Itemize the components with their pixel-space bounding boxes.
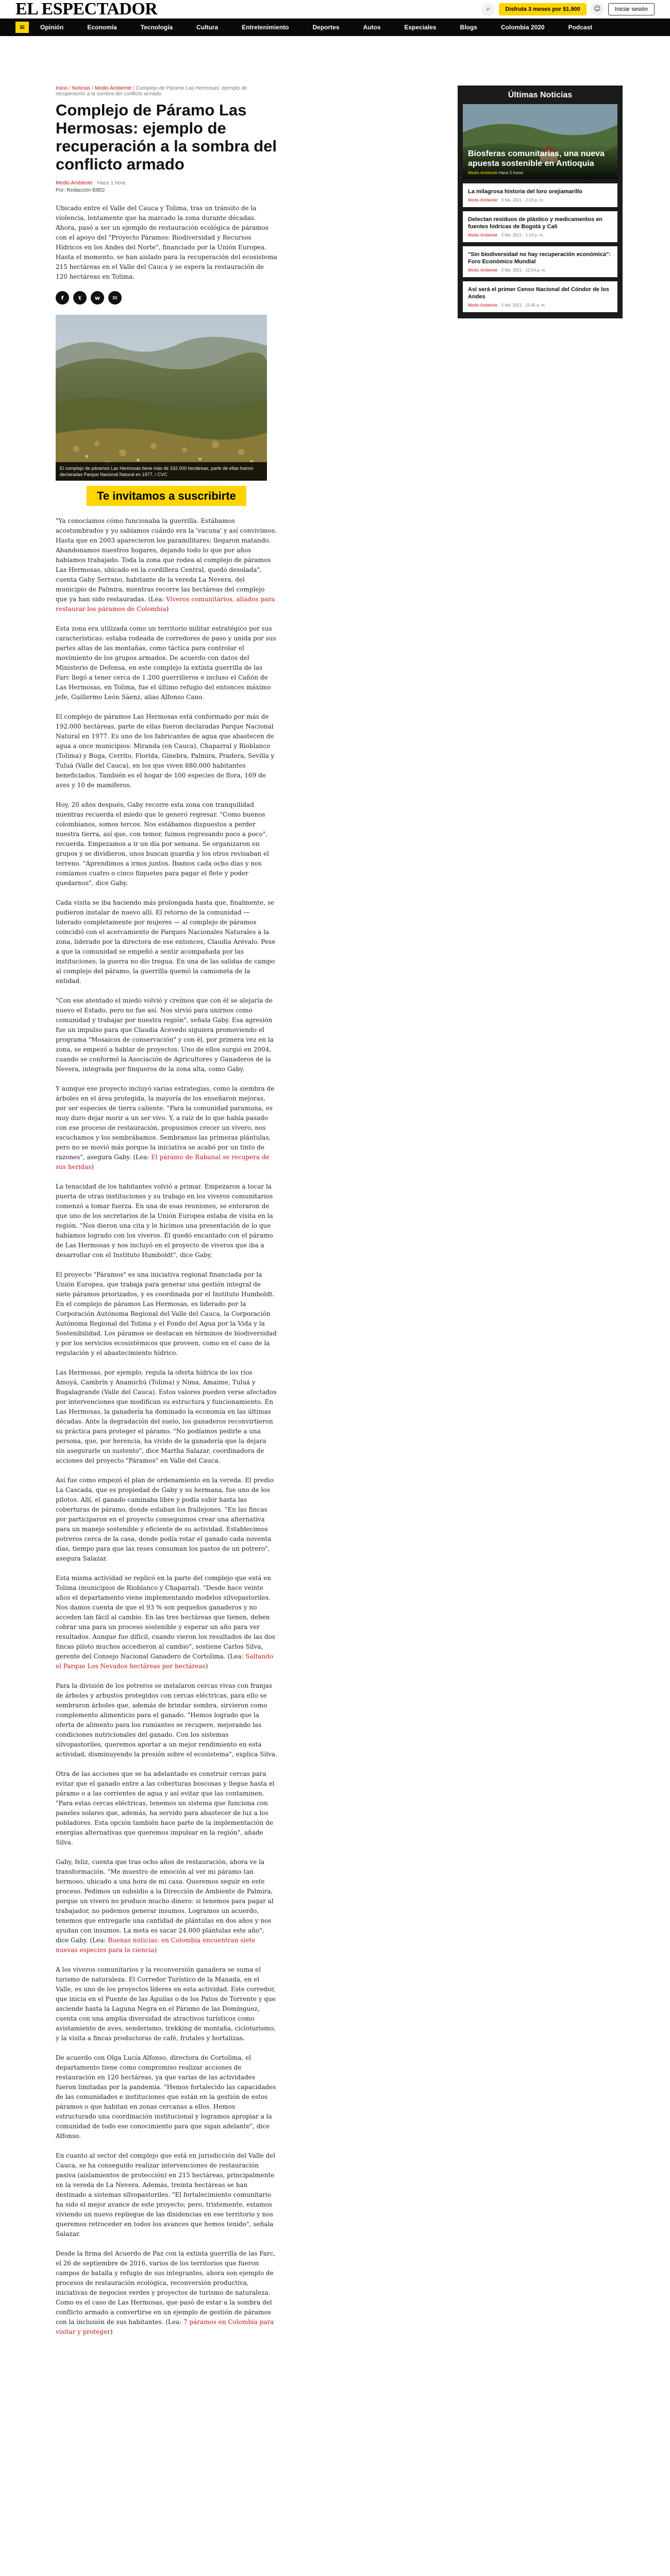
article [56,86,277,2347]
inline-link-suffix: ) [154,1946,157,1954]
paragraph-text: A los viveros comunitarios y la reconversión ganadera se suma el turismo de naturaleza. El Corredor Turístico de la Manada, en el Valle, es uno de los proyectos líderes en esta actividad. Este corredor, que inicia en el Puente de las Águilas o de los Patos de Torrente y que asciende hasta la Laguna Negra en el Páramo de las Domínguez, cuenta con una amplia diversidad de atractivos turísticos como avistamiento de aves, senderismo, trekking de montaña, cicloturismo, y la visita a fincas productoras de café, frutales y hortalizas. [56,1966,276,2042]
latest-news-item[interactable] [463,211,617,242]
article-paragraph [56,1182,277,1260]
latest-news-item-meta: Medio Ambiente · 3 feb. 2021 - 12:54 p. m. [468,268,546,273]
site-logo[interactable]: EL ESPECTADOR [15,0,158,19]
hero-news-meta [468,171,612,175]
paragraph-text: "Ya conocíamos cómo funcionaba la guerrilla. Estábamos acostumbrados y yo sabíamos cuándo era la 'vacuna' y así convivimos. Hasta que en 2003 aparecieron los paramilitares; llegaron matando. Abandonamos nuestros hogares, dejando todo lo que por años habíamos trabajado. Toda la zona que rodea al complejo de páramos Las Hermosas, ubicado en la cordillera Central, quedó desolada", cuenta Gaby Serrano, habitante de la vereda La Nevera, del municipio de Palmira, mientras recorre las hectáreas del complejo que ya han sido restauradas. [56,517,277,603]
inline-link-suffix: ) [110,2328,113,2335]
inline-link-prefix: (Lea: [90,1937,108,1944]
facebook-icon[interactable]: f [56,291,69,304]
article-paragraph [56,2151,277,2239]
paragraph-text: Las Hermosas, por ejemplo, regula la oferta hídrica de los ríos Amoyá, Cambrín y Anamichú (Tolima) y Nima, Amaime, Tuluá y Bugalagrande (Valle del Cauca). Estos valores pueden verse afectados por intervenciones que modifican su estructura y funcionamiento. En Las Hermosas, la ganadería ha dominado la economía en las últimas décadas. Ante la degradación del suelo, los ganaderos reconvirtieron su práctica para proteger el páramo. "No podíamos pedirle a una persona, que, por herencia, ha vivido de la ganadería que la dejara sin asegurarle un sustento", dice Martha Salazar, coordinadora de acciones del proyecto "Páramos" en Valle del Cauca. [56,1369,277,1464]
nav-item[interactable]: Tecnología [140,24,173,31]
article-paragraph [56,1084,277,1172]
latest-news-item-title[interactable]: La milagrosa historia del loro orejiamarillo [468,189,582,195]
promo-title: Te invitamos a suscribirte [97,489,236,502]
paragraph-text: La tenacidad de los habitantes volvió a primar. Empezaron a tocar la puerta de otras instituciones y su trabajo en los viveros comunitarios comenzó a tomar fuerza. En una de esas reuniones, se enteraron de que uno de los secretarios de la Unión Europea estaba de visita en la región. "Nos dieron una cita y le hicimos una presentación de lo que habíamos logrado con los viveros. Él quedó encantado con el páramo de Las Hermosas y nos incluyó en el proyecto de viveros que iba a desarrollar con el Instituto Humboldt", dice Gaby. [56,1183,273,1259]
latest-news-box [458,86,623,318]
paragraph-text: Gaby, feliz, cuenta que tras ocho años de restauración, ahora ve la transformación. "Me muestro de emoción al ver mi páramo tan hermoso, ubicado a una hora de mi casa. Queremos seguir en este proceso. Pedimos un subsidio a la Dirección de Ambiente de Palmira, porque un vivero no produce mucho dinero: si tenemos para pagar al trabajador, no podemos generar insumos. Logramos un acuerdo, tenemos que entregarle una cantidad de plántulas en dos años y nos ayudan con insumos. La meta es sacar 24.000 plántulas este año", dice Gaby. [56,1858,274,1944]
latest-news-item-source[interactable]: Medio Ambiente [468,233,498,238]
login-button[interactable]: Iniciar sesión [608,3,655,15]
latest-news-sidebar [458,86,623,318]
article-paragraph [56,1476,277,1564]
nav-item[interactable]: Blogs [460,24,477,31]
related-article-link[interactable]: Viveros comunitarios, aliados para restaurar los páramos de Colombia [56,596,275,613]
latest-news-item-time: 3 feb. 2021 - 12:54 p. m. [501,268,546,273]
article-title: Complejo de Páramo Las Hermosas: ejemplo de recuperación a la sombra del conflicto armado [56,101,277,173]
main-nav [0,19,670,36]
nav-item[interactable]: Entretenimiento [242,24,289,31]
article-time: Hace 1 hora [97,180,125,186]
paragraph-text: Esta zona era utilizada como un territorio militar estratégico por sus características: estaba rodeada de corredores de paso y unida por sus partes altas de las montañas, como táctica para controlar el movimiento de los grupos armados. De acuerdo con datos del Ministerio de Defensa, en este complejo la extinta guerrilla de las Farc llegó a tener cerca de 1.200 guerrilleros e incluso el Cañón de Las Hermosas, en Tolima, fue el último refugio del entonces máximo jefe, Guillermo León Sáenz, alias Alfonso Cano. [56,625,276,701]
hero-news-time: Hace 3 horas [498,171,524,175]
article-paragraph [56,1769,277,1848]
header-actions [481,3,655,16]
latest-news-item-title[interactable]: "Sin biodiversidad no hay recuperación económica": Foro Económico Mundial [468,251,611,265]
article-paragraph [56,624,277,702]
latest-news-item-title[interactable]: Detectan residuos de plástico y medicamentos en fuentes hídricas de Bogotá y Cali [468,216,603,230]
paragraph-text: Para la división de los potreros se instalaron cercas vivas con franjas de árboles y arbustos protegidos con cercas eléctricas, para ello se sembraron árboles que, además de brindar sombra, sirvieron como complemento alimenticio para el ganado. "Hemos logrado que la oferta de alimento para los rumiantes se recupere, mejorando las condiciones nutricionales del ganado. Con los sistemas silvopastoriles, queremos aportar a un mejor rendimiento en esta actividad, disminuyendo la presión sobre el ecosistema", explica Silva. [56,1682,277,1758]
image-caption: El complejo de páramos Las Hermosas tiene más de 192.000 hectáreas, parte de ellas fueron declaradas Parque Nacional Natural en 1977. / CVC [56,462,267,481]
subscribe-button[interactable]: Disfruta 3 meses por $1.900 [499,3,587,15]
latest-news-item-meta: Medio Ambiente · 3 feb. 2021 - 11:45 a. m. [468,303,546,308]
related-article-link[interactable]: Buenas noticias: en Colombia encuentran siete nuevas especies para la ciencia [56,1937,256,1954]
search-icon[interactable]: ⌕ [481,3,495,16]
paragraph-text: Así fue como empezó el plan de ordenamiento en la vereda. El predio La Cascada, que es propiedad de Gaby y su hermana, fue uno de los pilotos. Allí, el ganado caminaba libre y podía subir hasta las coberturas de páramo, donde estaban los frailejones. "En las fincas por participaron en el proyecto conseguimos crear una alternativa para un manejo sostenible y eficiente de su actividad. Establecimos potreros cerca de la casa, donde podía rotar el ganado cada noventa días, tiempo para que las reses consuman los pastos de un potrero", asegura Salazar. [56,1477,274,1562]
share-bar [56,291,277,304]
article-paragraph [56,1573,277,1671]
twitter-icon[interactable]: t [73,291,87,304]
inline-link-prefix: (Lea: [227,1653,246,1660]
paragraph-text: "Con ese atentado el miedo volvió y creímos que con él se alejaría de nuevo el Estado, pero no fue así. Nos sirvió para unirnos como comunidad y trabajar por nuestra región", señala Gaby. Esa agresión fue un impulso para que Claudia Acevedo siguiera promoviendo el programa "Mosaicos de conservación" y con él, por primera vez en la zona, se empezó a hablar de proyectos. Uno de ellos surgió en 2004, cuando se conformó la Asociación de Agricultores y Ganaderos de la Nevera, integrada por finqueros de la zona alta, como Gaby. [56,997,274,1073]
latest-news-item[interactable] [463,281,617,312]
nav-item[interactable]: Economía [87,24,117,31]
nav-items [40,24,616,31]
paragraph-text: En cuanto al sector del complejo que está en jurisdicción del Valle del Cauca, se ha conseguido realizar intervenciones de restauración pasiva (aislamientos de protección) en 215 hectáreas, principalmente en la vereda de La Nevera. Además, treinta hectáreas se han destinado a sistemas silvopastoriles. "El fortalecimiento comunitario ha sido el mejor avance de este proyecto; pero, tristemente, estamos viviendo un nuevo repliegue de las disidencias en ese territorio y nos queremos retroceder en todos los avances que hemos tenido", señala Salazar. [56,2152,276,2238]
article-paragraph [56,516,277,614]
article-byline: Por: Redacción BIBO [56,188,105,193]
latest-news-title: Últimas Noticias [508,91,573,99]
paragraph-text: Y aunque ese proyecto incluyó varias estrategias, como la siembra de árboles en el área protegida, la mayoría de los enseñaron mejoras, por ser especies de tierra caliente. "Para la comunidad paramuna, es muy duro dejar morir a un ser vivo. Y, a raíz de lo que había pasado con ese proceso de restauración, propusimos crecer un vivero, nos escuchamos y los sembrábamos. Sembramos las primeras plántulas, pero no se movió más porque la iniciativa se acabó por un tinto de razones", asegura Gaby. [56,1085,275,1161]
article-paragraph [56,712,277,790]
article-lead: Ubicado entre el Valle del Cauca y Tolima, tras un tránsito de la violencia, lentamente que ha marcado la zona durante décadas. Ahora, pasó a ser un ejemplo de restauración ecológica de páramos con el apoyo del "Proyecto Páramos: Biodiversidad y Recursos Hídricos en los Andes del Norte", financiado por la Unión Europea. Hasta el momento, se han aislado para la recuperación del ecosistema 215 hectáreas en el Valle del Cauca y se espera la restauración de 120 hectáreas en Tolima. [56,205,277,280]
article-paragraph [56,898,277,986]
nav-item[interactable]: Podcast [568,24,593,31]
hamburger-icon[interactable]: ≡ [15,22,29,33]
article-body [56,516,277,2337]
hero-news-title[interactable]: Biosferas comunitarias, una nueva apuesta sostenible en Antioquia [468,149,605,168]
paragraph-text: Hoy, 20 años después, Gaby recorre esta zona con tranquilidad mientras recuerda el miedo que le generó regresar. "Como buenos colombianos, somos tercos. Nos estábamos dispuestos a perder nuestra tierra, así que, con temor, fuimos regresando poco a poco", recuerda. Empezamos a ir un día por semana. Se organizaron en grupos y se dividieron, unos buscan guardia y los otros revisaban el terreno. "Aprendimos a irnos juntos. Íbamos cada ocho días y nos comíamos cuatro o cinco fiiquetes para pagar el flete y poder quedarnos", dice Gaby. [56,801,269,887]
article-paragraph [56,800,277,888]
paramo-landscape-image [56,315,267,481]
latest-news-item[interactable] [463,183,617,207]
latest-news-item-source[interactable]: Medio Ambiente [468,198,498,202]
breadcrumb-section[interactable]: Noticias [72,86,91,91]
paragraph-text: El complejo de páramos Las Hermosas está conformado por más de 192.000 hectáreas, parte de ellas fueron declaradas Parque Nacional Natural en 1977. Es uno de los fabricantes de agua que abastecen de agua a once municipios: Miranda (en Cauca), Chaparral y Rioblanco (Tolima) y Buga, Cerrito, Florida, Ginebra, Palmira, Pradera, Sevilla y Tuluá (Valle del Cauca), en los que viven 880.000 habitantes beneficiados. También es el hogar de 100 especies de flora, 169 de aves y 10 de mamíferos. [56,713,275,789]
article-author [56,180,277,186]
inline-link-suffix: ) [166,605,169,613]
breadcrumb-current: Complejo de Páramo Las Hermosas: ejemplo de recuperación a la sombra del conflicto armado [56,86,247,97]
latest-news-item-time: 3 feb. 2021 - 11:45 a. m. [501,303,546,308]
nav-item[interactable]: Opinión [40,24,64,31]
breadcrumb-subsection[interactable]: Medio Ambiente [94,86,132,91]
latest-news-item-meta: Medio Ambiente · 3 feb. 2021 - 2:19 p. m. [468,198,544,202]
related-article-link[interactable]: Saltando el Parque Los Nevados hectáreas por hectáreas [56,1653,274,1670]
article-paragraph [56,1857,277,1955]
latest-news-item-source[interactable]: Medio Ambiente [468,303,498,308]
breadcrumb-home[interactable]: Inicio [56,86,68,91]
latest-news-item-time: 3 feb. 2021 - 1:19 p. m. [501,233,544,238]
article-paragraph [56,2249,277,2337]
top-bar [0,0,670,19]
inline-link-prefix: (Lea: [165,2318,183,2326]
nav-item[interactable]: Deportes [312,24,340,31]
inline-link-prefix: (Lea: [133,1154,152,1161]
hero-news-source[interactable]: Medio Ambiente [468,171,498,175]
nav-item[interactable]: Autos [363,24,381,31]
article-image [56,315,267,481]
paragraph-text: Otra de las acciones que se ha adelantado es construir cercas para evitar que el ganado entre a las coberturas boscosas y llegue hasta el páramo o a las corrientes de agua y así evitar que las contaminen. "Para estas cercas eléctricas, tenemos un sistema que funciona con paneles solares que, además, ha servido para abastecer de luz a los pobladores. Esta opción también hace parte de la implementación de energías alternativas que queremos impulsar en la región", añade Silva. [56,1770,275,1846]
nav-item[interactable]: Especiales [404,24,437,31]
related-article-link[interactable]: 7 páramos en Colombia para visitar y proteger [56,2318,274,2335]
article-paragraph [56,1368,277,1466]
author-section-link[interactable]: Medio Ambiente [56,180,93,186]
nav-item[interactable]: Cultura [196,24,219,31]
article-paragraph [56,1270,277,1358]
email-icon[interactable]: ✉ [108,291,122,304]
paragraph-text: El proyecto "Páramos" es una iniciativa regional financiada por la Unión Europea, que trabaja para generar una gestión integral de siete páramos priorizados, y es coordinada por el Instituto Humboldt. En el complejo de páramos Las Hermosas, es liderado por la Corporación Autónoma Regional del Valle del Cauca, la Corporación Autónoma Regional del Tolima y el Fondo del Agua por la Vida y la Sostenibilidad. Los páramos se destacan en términos de biodiversidad y por los servicios ecosistémicos que proveen, como en el caso de la regulación y el abastecimiento hídrico. [56,1271,277,1357]
paragraph-text: Esta misma actividad se replicó en la parte del complejo que está en Tolima (municipios de Rioblanco y Chaparral). "Desde hace veinte años el departamento viene implementando modelos silvopastoriles. Nos damos cuenta de que el 93 % son pequeños ganaderos y no acceden tan fácil al cambio. En las tres hectáreas que tienen, deben cobrar una para un proceso sostenible y esperar un año para ver resultados. Aunque fue difícil, cuando vieron los resultados de las dos fincas piloto muchos accedieron al cambio", sostiene Carlos Silva, gerente del Consejo Nacional Ganadero de Cortolima. [56,1574,275,1660]
inline-link-suffix: ) [205,1663,208,1670]
user-icon[interactable]: ☺ [591,3,604,16]
latest-news-hero[interactable] [463,104,617,179]
article-paragraph [56,996,277,1074]
subscribe-promo[interactable] [87,486,246,506]
paragraph-text: De acuerdo con Olga Lucía Alfonso, directora de Cortolima, el departamento tiene como compromiso realizar acciones de restauración en 120 hectáreas, ya que varias de las actividades fueron limitadas por la pandemia. "Hemos fortalecido las capacidades de las comunidades e instituciones que están en la gestión de estos páramos o que habitan en zonas cercanas a ellos. Hemos estructurado una coordinación institucional y logramos apropiar a la comunidad de todo ese conocimiento para que sigan adelante", dice Alfonso. [56,2054,276,2140]
hero-overlay [463,145,617,179]
paragraph-text: Desde la firma del Acuerdo de Paz con la extinta guerrilla de las Farc, el 26 de septiembre de 2016, varios de los territorios que fueron campos de batalla y refugio de sus integrantes, ahora son ejemplo de procesos de restauración ecológica, reconversión productiva, iniciativas de negocios verdes y proyectos de turismo de naturaleza. Como es el caso de Las Hermosas, que pasó de estar a la sombra del conflicto armado a convertirse en un ejemplo de gestión de páramos con la inclusión de sus habitantes. [56,2250,276,2326]
latest-news-item-source[interactable]: Medio Ambiente [468,268,498,273]
whatsapp-icon[interactable]: w [91,291,104,304]
nav-item[interactable]: Colombia 2020 [500,24,545,31]
article-paragraph [56,1681,277,1759]
article-paragraph [56,2053,277,2141]
paragraph-text: Cada visita se iba haciendo más prolongada hasta que, finalmente, se pudieron instalar de nuevo allí. El retorno de la comunidad — liderado completamente por mujeres — al complejo de páramos coincidió con el acercamiento de Parques Nacionales Naturales a la zona, liderado por la directora de ese entonces, Claudia Arévalo. Pese a que la comunidad se empeñó a sentir acompañada por las instituciones, la guerra no dio tregua. En una de las salidas de campo al complejo del páramo, la guerrilla quemó la camioneta de la entidad. [56,899,276,985]
article-paragraph [56,1965,277,2043]
inline-link-prefix: (Lea: [148,596,166,603]
latest-news-item-title[interactable]: Así será el primer Censo Nacional del Cóndor de los Andes [468,286,609,300]
breadcrumb: Inicio / Noticias / Medio Ambiente / Complejo de Páramo Las Hermosas: ejemplo de recuperación a la sombra del conflicto armado [56,86,247,97]
latest-news-item-time: 3 feb. 2021 - 2:19 p. m. [501,198,544,202]
latest-news-item-meta: Medio Ambiente · 3 feb. 2021 - 1:19 p. m. [468,233,544,238]
latest-news-list [458,179,623,318]
inline-link-suffix: ) [91,1163,94,1171]
related-article-link[interactable]: El páramo de Rabanal se recupera de sus heridas [56,1154,270,1171]
latest-news-item[interactable] [463,246,617,277]
